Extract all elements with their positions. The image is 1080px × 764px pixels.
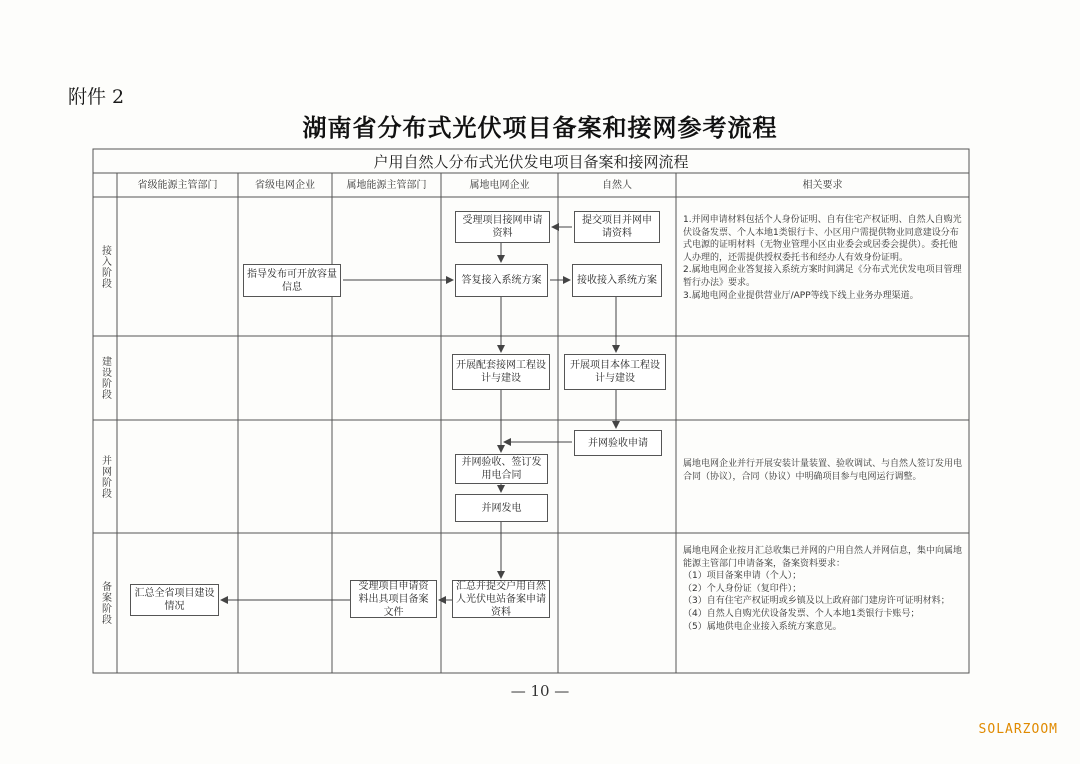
col-header-local-grid: 属地电网企业: [469, 180, 530, 191]
step-person-submit: 提交项目并网申请资料: [574, 211, 660, 243]
col-header-provincial-grid: 省级电网企业: [255, 180, 315, 191]
col-header-local-energy: 属地能源主管部门: [346, 180, 427, 191]
phase-construction: 建设阶段: [99, 356, 111, 400]
step-local-energy-filing: 受理项目申请资料出具项目备案文件: [350, 580, 437, 618]
col-header-requirements: 相关要求: [802, 180, 843, 191]
requirements-access: 1.并网申请材料包括个人身份证明、自有住宅产权证明、自然人自购光伏设备发票、个人本地1类银行卡、小区用户需提供物业同意建设分布式电源的证明材料（无物业管理小区由业委会或居委会提供）。委托他人办理的，还需提供授权委托书和经办人有效身份证明。 2.属地电网企业答复接入系统方案时间满足《分布式光伏发电项目管理暂行办法》要求。 3.属地电网企业提供营业厅/APP等线下线上业务办理渠道。: [683, 215, 962, 301]
step-grid-check-sign: 并网验收、签订发用电合同: [455, 454, 548, 484]
step-grid-build: 开展配套接网工程设计与建设: [452, 354, 550, 390]
document-title: 湖南省分布式光伏项目备案和接网参考流程: [302, 113, 778, 142]
step-grid-connect: 并网发电: [455, 494, 548, 522]
phase-access: 接入阶段: [99, 244, 111, 289]
requirements-filing: 属地电网企业按月汇总收集已并网的户用自然人并网信息，集中向属地能源主管部门申请备案，备案资料要求： （1）项目备案申请（个人）； （2）个人身份证（复印件）； （3）自有住宅产权证明或乡镇及以上政府部门建房许可证明材料； （4）自然人自购光伏设备发票、个人本地1类银行卡账号； （5）属地供电企业接入系统方案意见。: [683, 546, 963, 632]
attachment-label: 附件 2: [68, 86, 125, 108]
step-grid-summary: 汇总并提交户用自然人光伏电站备案申请资料: [452, 580, 550, 618]
step-grid-reply: 答复接入系统方案: [455, 264, 548, 297]
phase-filing: 备案阶段: [99, 581, 111, 625]
watermark-logo: SOLARZOOM: [978, 722, 1058, 737]
step-person-build: 开展项目本体工程设计与建设: [564, 354, 666, 390]
step-person-receive: 接收接入系统方案: [572, 264, 662, 297]
step-person-accept-apply: 并网验收申请: [574, 430, 662, 456]
step-provincial-energy-summary: 汇总全省项目建设情况: [130, 584, 219, 616]
step-provincial-grid-guide: 指导发布可开放容量信息: [243, 264, 341, 297]
phase-grid: 并网阶段: [99, 454, 111, 499]
page-number: — 10 —: [510, 682, 570, 700]
col-header-provincial-energy: 省级能源主管部门: [137, 180, 218, 191]
step-grid-accept: 受理项目接网申请资料: [455, 211, 550, 243]
requirements-grid: 属地电网企业并行开展安装计量装置、验收调试、与自然人签订发用电合同（协议），合同（协议）中明确项目参与电网运行调整。: [683, 459, 963, 482]
col-header-natural-person: 自然人: [602, 180, 632, 191]
flowchart-subtitle: 户用自然人分布式光伏发电项目备案和接网流程: [373, 153, 689, 171]
